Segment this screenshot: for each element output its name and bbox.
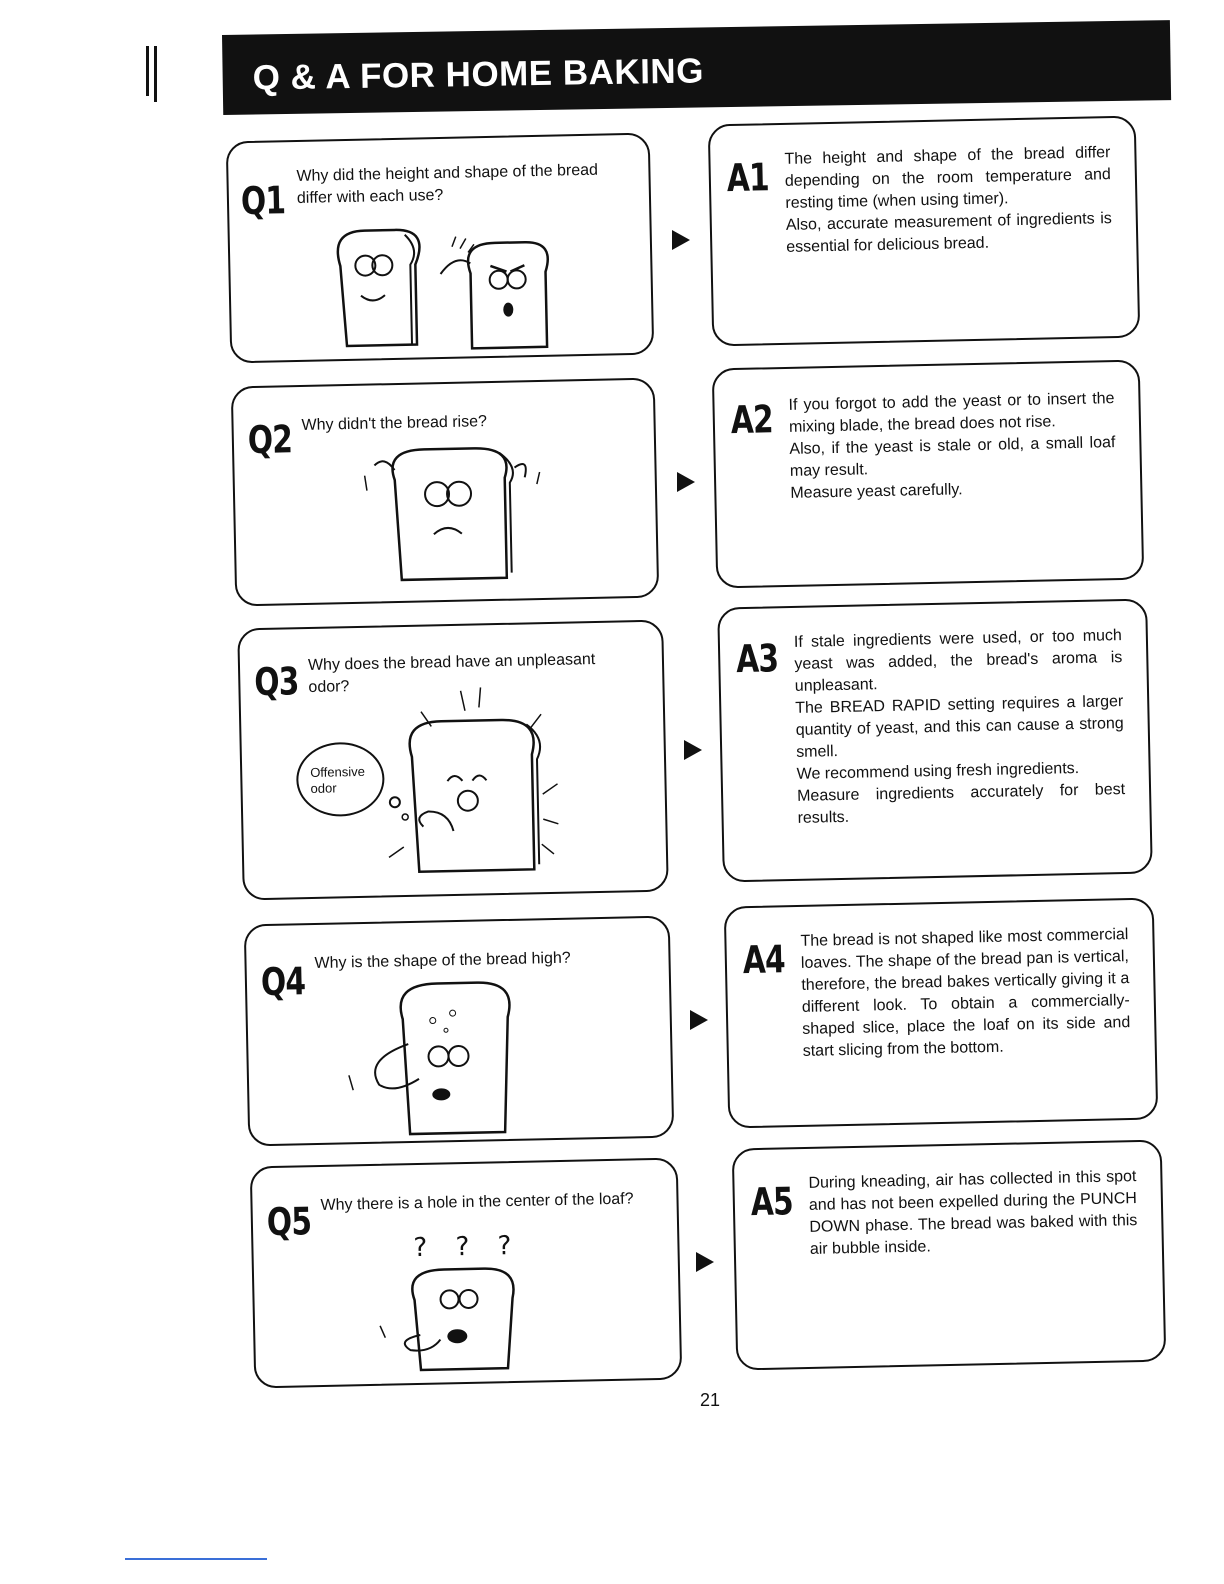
answer-panel-4 bbox=[724, 898, 1159, 1129]
answer-line: The bread is not shaped like most commercial loaves. The shape of the bread pan is vertical, therefore, the bread bakes vertically giving it a different look. To obtain a commercially-shaped slice, place the loaf on its side and start slicing from the bottom. bbox=[800, 926, 1131, 1060]
question-marks: ? ? ? bbox=[413, 1230, 522, 1264]
thought-bubble bbox=[296, 741, 386, 817]
answer-text bbox=[794, 625, 1126, 830]
question-tag: Q1 bbox=[240, 178, 286, 224]
question-text: Why there is a hole in the center of the loaf? bbox=[320, 1190, 634, 1215]
answer-tag: A1 bbox=[726, 155, 770, 201]
confused-bread-illustration bbox=[319, 216, 582, 361]
play-triangle-icon bbox=[696, 1252, 714, 1272]
answer-panel-1 bbox=[708, 116, 1141, 347]
footer-rule bbox=[125, 1558, 267, 1560]
question-tag: Q4 bbox=[260, 959, 306, 1005]
answer-line: If stale ingredients were used, or too much yeast was added, the bread's aroma is unpleasant. bbox=[793, 627, 1123, 695]
answer-panel-5 bbox=[732, 1140, 1167, 1371]
worried-bread-illustration bbox=[354, 442, 557, 586]
question-tag: Q5 bbox=[266, 1199, 312, 1245]
puzzled-bread-illustration bbox=[364, 1262, 546, 1376]
title-bar bbox=[222, 20, 1171, 115]
page-title: Q & A FOR HOME BAKING bbox=[252, 51, 705, 98]
answer-tag: A4 bbox=[742, 937, 786, 983]
answer-text bbox=[784, 142, 1112, 259]
question-panel-3 bbox=[237, 620, 669, 901]
answer-line: Also, if the yeast is stale or old, a small loaf may result. bbox=[789, 434, 1116, 480]
question-text: Why did the height and shape of the bread differ with each use? bbox=[296, 161, 599, 207]
answer-text bbox=[788, 388, 1116, 505]
play-triangle-icon bbox=[677, 472, 695, 492]
answer-line: We recommend using fresh ingredients. bbox=[796, 759, 1080, 783]
play-triangle-icon bbox=[690, 1010, 708, 1030]
answer-tag: A2 bbox=[730, 397, 774, 443]
question-panel-4 bbox=[244, 916, 675, 1147]
answer-tag: A3 bbox=[735, 636, 779, 682]
answer-line: The height and shape of the bread differ depending on the room temperature and resting time (when using timer). bbox=[784, 144, 1112, 212]
page-number: 21 bbox=[700, 1390, 721, 1410]
smelly-bread-illustration bbox=[380, 683, 604, 888]
question-text: Why didn't the bread rise? bbox=[301, 413, 488, 434]
play-triangle-icon bbox=[672, 230, 690, 250]
answer-tag: A5 bbox=[750, 1179, 794, 1225]
question-text: Why does the bread have an unpleasant odor? bbox=[307, 651, 596, 697]
question-text: Why is the shape of the bread high? bbox=[314, 949, 571, 973]
answer-panel-2 bbox=[712, 360, 1145, 589]
answer-text bbox=[808, 1166, 1138, 1261]
answer-line: Also, accurate measurement of ingredients is essential for delicious bread. bbox=[785, 210, 1112, 256]
answer-line: During kneading, air has collected in this spot and has not been expelled during the PUNCH DOWN phase. The bread was baked with this air bubble inside. bbox=[808, 1168, 1138, 1258]
answer-line: If you forgot to add the yeast or to insert the mixing blade, the bread does not rise. bbox=[788, 390, 1115, 436]
answer-line: Measure ingredients accurately for best results. bbox=[796, 781, 1126, 827]
thought-bubble-line: odor bbox=[310, 780, 337, 796]
question-tag: Q3 bbox=[253, 659, 300, 705]
thought-bubble-line: Offensive bbox=[310, 763, 366, 780]
answer-line: The BREAD RAPID setting requires a larger quantity of yeast, and this can cause a strong smell. bbox=[795, 693, 1124, 761]
tall-bread-illustration bbox=[337, 976, 540, 1140]
answer-panel-3 bbox=[717, 599, 1153, 883]
question-panel-1 bbox=[226, 133, 655, 364]
answer-line: Measure yeast carefully. bbox=[790, 481, 963, 502]
play-triangle-icon bbox=[684, 740, 702, 760]
answer-text bbox=[800, 924, 1131, 1063]
question-panel-2 bbox=[231, 378, 660, 607]
question-panel-5 bbox=[250, 1158, 683, 1389]
question-tag: Q2 bbox=[247, 417, 293, 463]
